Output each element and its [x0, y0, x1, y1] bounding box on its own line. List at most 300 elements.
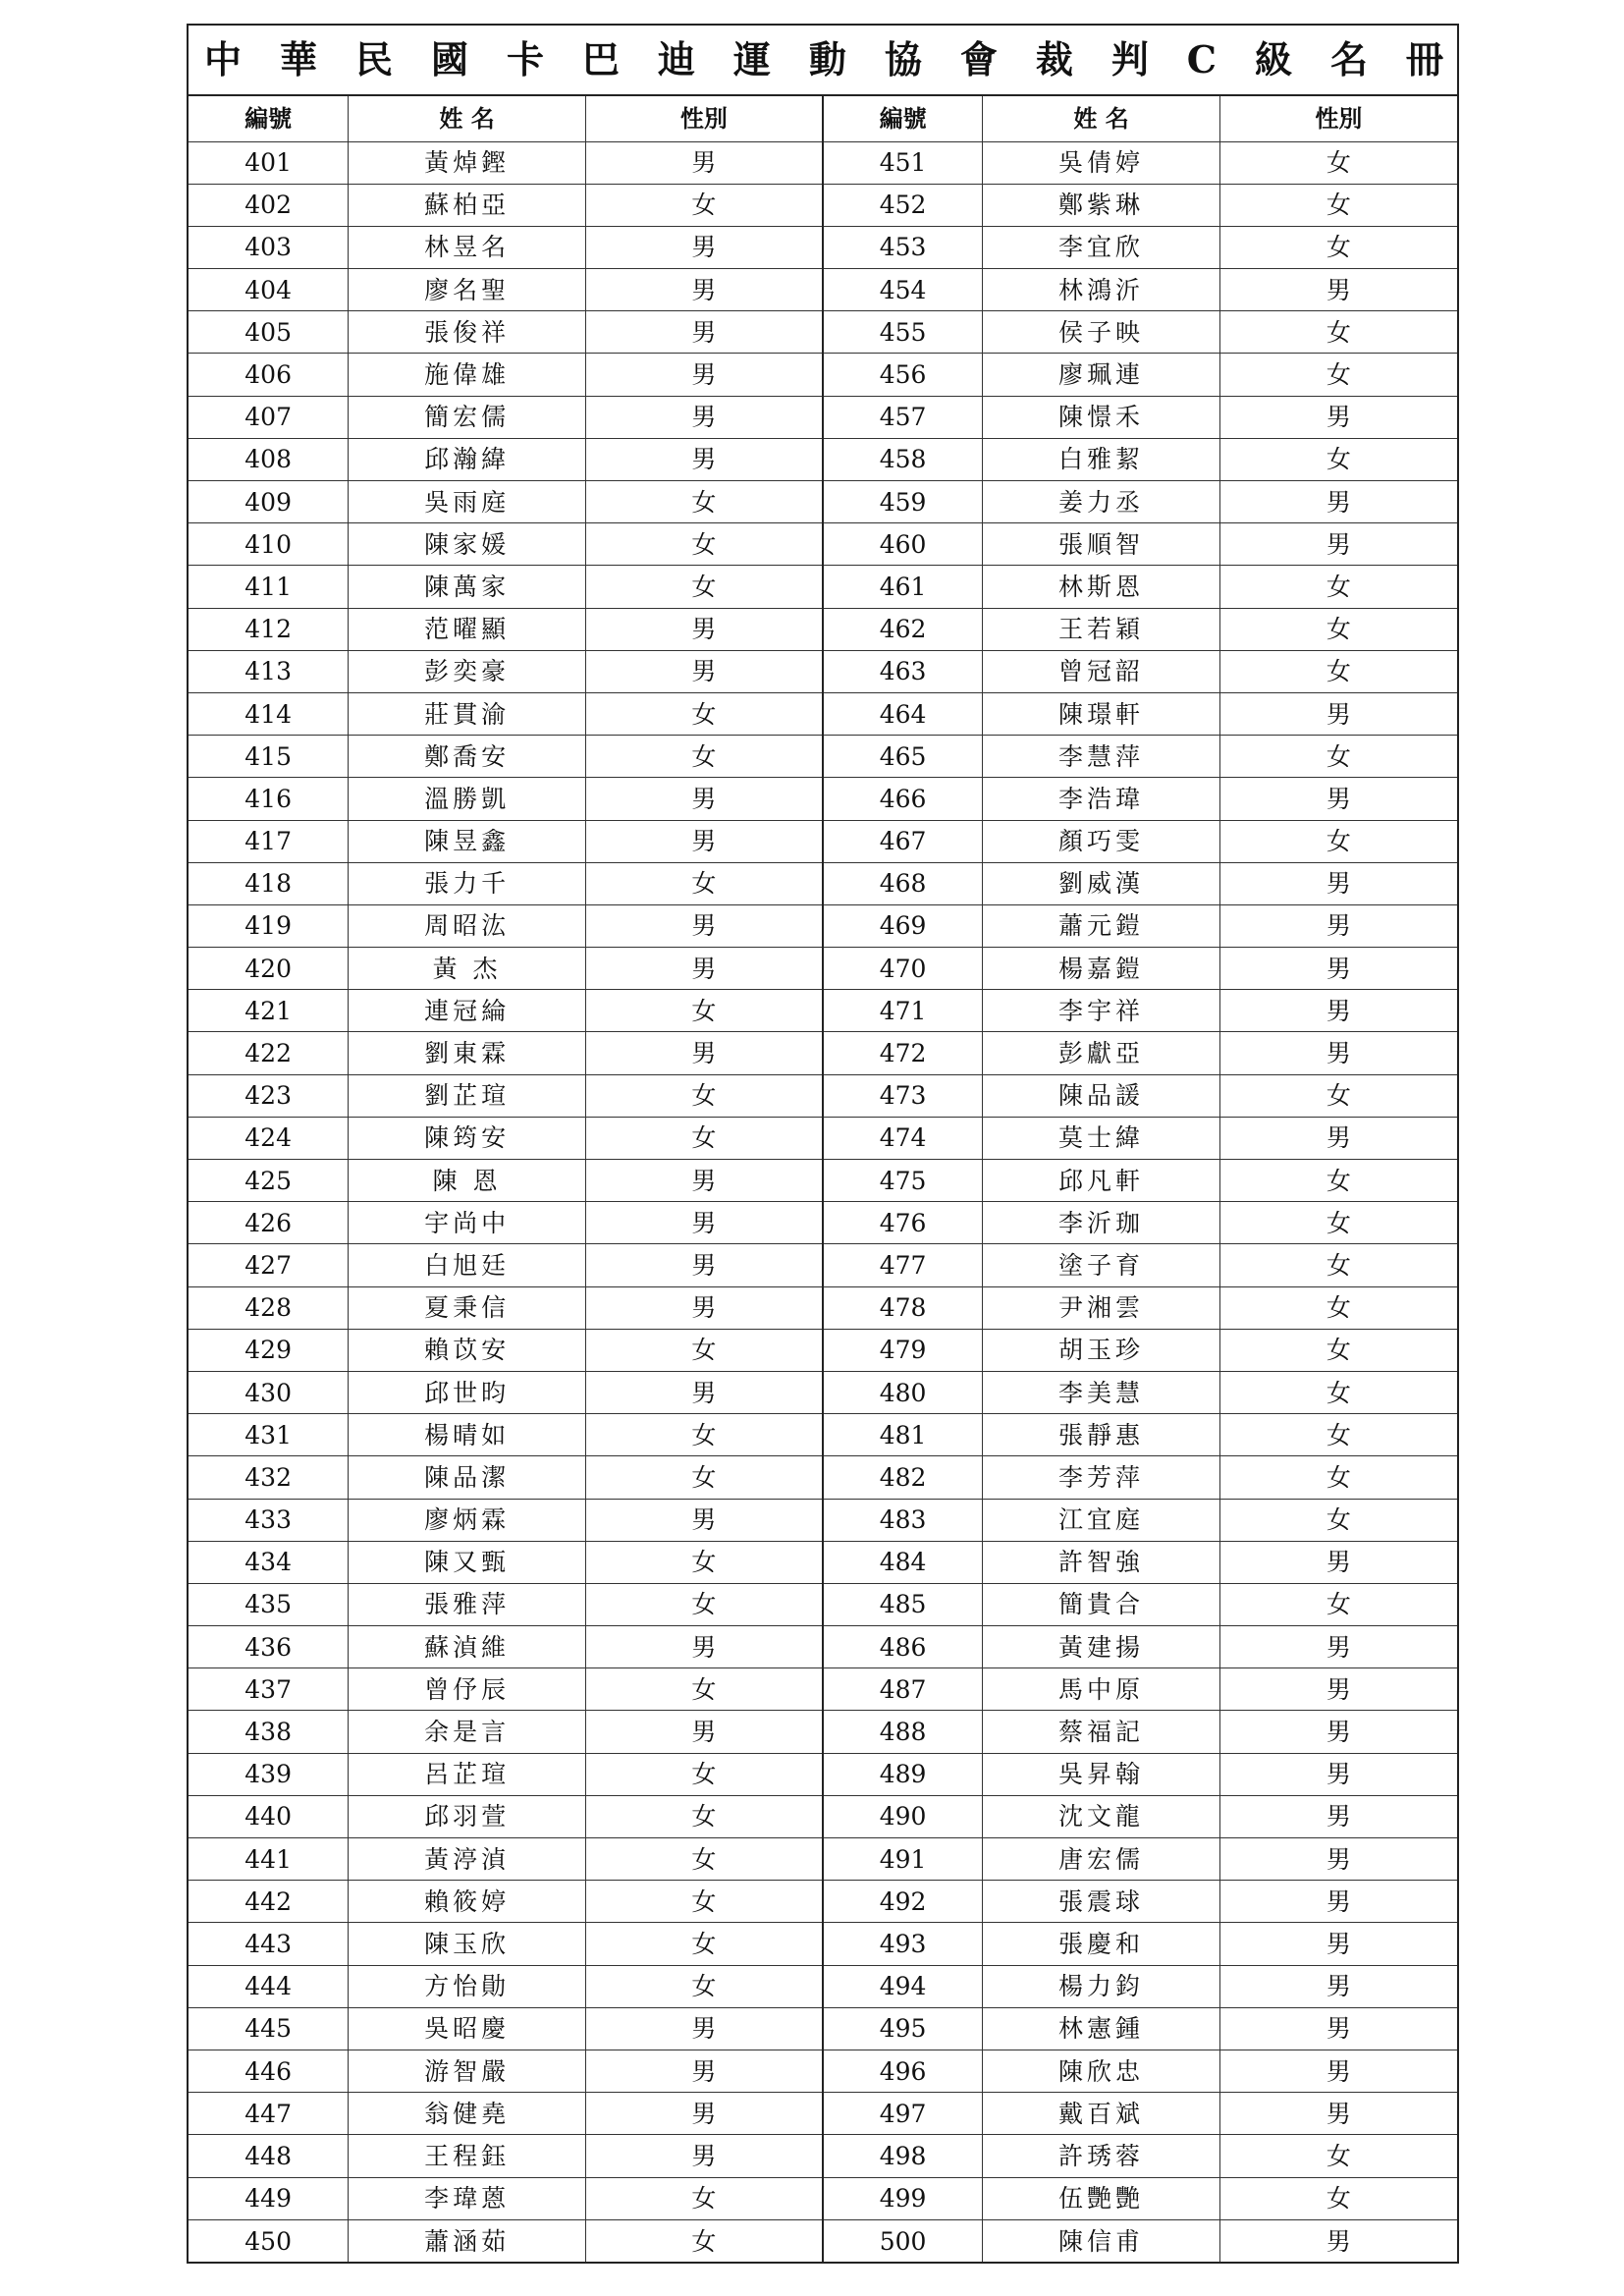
cell-sex: 女	[1219, 438, 1457, 480]
cell-sex: 男	[585, 2093, 823, 2135]
cell-number: 408	[189, 438, 349, 480]
cell-name: 李芳萍	[983, 1456, 1220, 1499]
table-row	[189, 778, 1457, 820]
cell-number: 450	[189, 2219, 349, 2262]
cell-name: 李浩瑋	[983, 778, 1220, 820]
cell-sex: 男	[1219, 1032, 1457, 1074]
header-row	[189, 96, 1457, 141]
cell-number: 403	[189, 226, 349, 268]
cell-sex: 女	[585, 566, 823, 608]
cell-number: 466	[823, 778, 983, 820]
cell-sex: 女	[585, 1838, 823, 1881]
cell-number: 437	[189, 1668, 349, 1711]
table-row	[189, 1414, 1457, 1456]
cell-number: 428	[189, 1286, 349, 1329]
table-row	[189, 1838, 1457, 1881]
cell-number: 422	[189, 1032, 349, 1074]
cell-name: 沈文龍	[983, 1795, 1220, 1837]
cell-sex: 女	[585, 692, 823, 735]
cell-sex: 男	[585, 1032, 823, 1074]
cell-number: 434	[189, 1541, 349, 1583]
cell-name: 吳昇翰	[983, 1753, 1220, 1795]
cell-name: 李美慧	[983, 1371, 1220, 1413]
cell-number: 412	[189, 608, 349, 650]
cell-name: 陳信甫	[983, 2219, 1220, 2262]
cell-name: 黃焯鏗	[349, 141, 586, 184]
cell-name: 范曜顯	[349, 608, 586, 650]
cell-number: 495	[823, 2007, 983, 2050]
cell-number: 473	[823, 1074, 983, 1117]
table-row	[189, 184, 1457, 226]
cell-sex: 女	[1219, 1160, 1457, 1202]
cell-sex: 女	[1219, 1244, 1457, 1286]
table-row	[189, 608, 1457, 650]
cell-name: 邱凡軒	[983, 1160, 1220, 1202]
cell-sex: 女	[585, 1456, 823, 1499]
cell-number: 461	[823, 566, 983, 608]
cell-number: 432	[189, 1456, 349, 1499]
cell-sex: 女	[1219, 141, 1457, 184]
cell-name: 李宜欣	[983, 226, 1220, 268]
cell-sex: 男	[1219, 904, 1457, 947]
cell-name: 姜力丞	[983, 481, 1220, 523]
table-row	[189, 820, 1457, 862]
cell-name: 塗子育	[983, 1244, 1220, 1286]
table-row	[189, 141, 1457, 184]
cell-number: 455	[823, 311, 983, 354]
cell-number: 458	[823, 438, 983, 480]
cell-sex: 女	[585, 1329, 823, 1371]
table-row	[189, 1795, 1457, 1837]
header-name-left: 姓 名	[349, 96, 586, 141]
cell-name: 陳品諼	[983, 1074, 1220, 1117]
cell-name: 李沂珈	[983, 1202, 1220, 1244]
cell-name: 陳萬家	[349, 566, 586, 608]
cell-name: 賴筱婷	[349, 1881, 586, 1923]
cell-name: 顏巧雯	[983, 820, 1220, 862]
cell-number: 405	[189, 311, 349, 354]
cell-number: 491	[823, 1838, 983, 1881]
cell-name: 夏秉信	[349, 1286, 586, 1329]
cell-name: 莫士緯	[983, 1117, 1220, 1159]
cell-sex: 女	[585, 1965, 823, 2007]
cell-number: 479	[823, 1329, 983, 1371]
cell-name: 張靜惠	[983, 1414, 1220, 1456]
cell-name: 李宇祥	[983, 990, 1220, 1032]
title-char: 冊	[1405, 37, 1443, 82]
cell-sex: 男	[585, 948, 823, 990]
table-row	[189, 1881, 1457, 1923]
cell-number: 459	[823, 481, 983, 523]
cell-sex: 女	[585, 1923, 823, 1965]
cell-sex: 女	[585, 481, 823, 523]
cell-name: 馬中原	[983, 1668, 1220, 1711]
cell-name: 吳昭慶	[349, 2007, 586, 2050]
cell-name: 方怡勛	[349, 1965, 586, 2007]
cell-number: 431	[189, 1414, 349, 1456]
table-row	[189, 1626, 1457, 1668]
cell-name: 劉東霖	[349, 1032, 586, 1074]
cell-name: 白旭廷	[349, 1244, 586, 1286]
cell-name: 張慶和	[983, 1923, 1220, 1965]
table-row	[189, 862, 1457, 904]
cell-number: 487	[823, 1668, 983, 1711]
cell-number: 446	[189, 2050, 349, 2092]
cell-sex: 女	[1219, 1371, 1457, 1413]
cell-number: 414	[189, 692, 349, 735]
table-row	[189, 1923, 1457, 1965]
cell-number: 444	[189, 1965, 349, 2007]
cell-number: 457	[823, 396, 983, 438]
cell-number: 429	[189, 1329, 349, 1371]
cell-sex: 男	[585, 1626, 823, 1668]
cell-sex: 男	[585, 354, 823, 396]
cell-sex: 女	[585, 736, 823, 778]
cell-number: 417	[189, 820, 349, 862]
cell-name: 胡玉珍	[983, 1329, 1220, 1371]
cell-sex: 女	[585, 1117, 823, 1159]
cell-sex: 男	[585, 2007, 823, 2050]
cell-number: 474	[823, 1117, 983, 1159]
table-row	[189, 2050, 1457, 2092]
cell-number: 411	[189, 566, 349, 608]
title-char: 名	[1330, 37, 1369, 82]
cell-number: 472	[823, 1032, 983, 1074]
cell-number: 482	[823, 1456, 983, 1499]
cell-sex: 女	[585, 990, 823, 1032]
table-row	[189, 1160, 1457, 1202]
cell-name: 彭奕豪	[349, 650, 586, 692]
title-char: 運	[732, 37, 771, 82]
cell-sex: 男	[585, 438, 823, 480]
cell-number: 476	[823, 1202, 983, 1244]
cell-number: 415	[189, 736, 349, 778]
cell-name: 戴百斌	[983, 2093, 1220, 2135]
table-row	[189, 2135, 1457, 2177]
cell-sex: 女	[1219, 736, 1457, 778]
cell-name: 鄭喬安	[349, 736, 586, 778]
cell-number: 494	[823, 1965, 983, 2007]
cell-name: 翁健堯	[349, 2093, 586, 2135]
table-row	[189, 1965, 1457, 2007]
cell-sex: 男	[1219, 862, 1457, 904]
cell-number: 484	[823, 1541, 983, 1583]
cell-number: 441	[189, 1838, 349, 1881]
cell-name: 陳筠安	[349, 1117, 586, 1159]
cell-name: 黃建揚	[983, 1626, 1220, 1668]
cell-sex: 女	[1219, 1414, 1457, 1456]
table-row	[189, 1074, 1457, 1117]
cell-name: 邱世昀	[349, 1371, 586, 1413]
cell-name: 邱瀚緯	[349, 438, 586, 480]
cell-name: 莊貫渝	[349, 692, 586, 735]
cell-number: 447	[189, 2093, 349, 2135]
cell-name: 侯子映	[983, 311, 1220, 354]
cell-sex: 男	[585, 1286, 823, 1329]
cell-number: 483	[823, 1499, 983, 1541]
cell-number: 410	[189, 523, 349, 566]
cell-sex: 男	[1219, 1711, 1457, 1753]
table-row	[189, 2093, 1457, 2135]
table-row	[189, 1202, 1457, 1244]
cell-name: 彭獻亞	[983, 1032, 1220, 1074]
cell-name: 吳雨庭	[349, 481, 586, 523]
cell-number: 440	[189, 1795, 349, 1837]
cell-sex: 男	[585, 904, 823, 947]
cell-sex: 男	[1219, 1626, 1457, 1668]
cell-sex: 男	[1219, 2007, 1457, 2050]
cell-name: 林鴻沂	[983, 269, 1220, 311]
cell-name: 蕭元鎧	[983, 904, 1220, 947]
cell-name: 李慧萍	[983, 736, 1220, 778]
cell-number: 404	[189, 269, 349, 311]
table-row	[189, 396, 1457, 438]
cell-sex: 男	[1219, 1965, 1457, 2007]
cell-number: 438	[189, 1711, 349, 1753]
cell-sex: 女	[585, 1541, 823, 1583]
cell-number: 489	[823, 1753, 983, 1795]
cell-name: 黃 杰	[349, 948, 586, 990]
cell-number: 430	[189, 1371, 349, 1413]
cell-sex: 男	[585, 2135, 823, 2177]
cell-number: 413	[189, 650, 349, 692]
cell-sex: 女	[585, 2219, 823, 2262]
cell-sex: 男	[1219, 269, 1457, 311]
cell-sex: 女	[1219, 1583, 1457, 1625]
cell-number: 464	[823, 692, 983, 735]
cell-sex: 男	[1219, 2050, 1457, 2092]
cell-name: 廖珮連	[983, 354, 1220, 396]
cell-name: 張雅萍	[349, 1583, 586, 1625]
cell-name: 陳憬禾	[983, 396, 1220, 438]
header-sex-right: 性別	[1219, 96, 1457, 141]
cell-name: 楊晴如	[349, 1414, 586, 1456]
cell-number: 439	[189, 1753, 349, 1795]
cell-number: 462	[823, 608, 983, 650]
cell-number: 424	[189, 1117, 349, 1159]
header-sex-left: 性別	[585, 96, 823, 141]
cell-number: 453	[823, 226, 983, 268]
cell-sex: 男	[1219, 948, 1457, 990]
cell-sex: 女	[1219, 354, 1457, 396]
cell-sex: 男	[585, 1499, 823, 1541]
table-row	[189, 438, 1457, 480]
cell-number: 448	[189, 2135, 349, 2177]
cell-name: 施偉雄	[349, 354, 586, 396]
title-char: 協	[884, 37, 922, 82]
cell-number: 454	[823, 269, 983, 311]
cell-name: 吳倩婷	[983, 141, 1220, 184]
cell-sex: 男	[1219, 1117, 1457, 1159]
cell-number: 407	[189, 396, 349, 438]
cell-sex: 男	[585, 269, 823, 311]
cell-number: 468	[823, 862, 983, 904]
cell-number: 499	[823, 2177, 983, 2219]
cell-name: 溫勝凱	[349, 778, 586, 820]
cell-number: 401	[189, 141, 349, 184]
cell-number: 469	[823, 904, 983, 947]
cell-sex: 男	[585, 2050, 823, 2092]
table-row	[189, 948, 1457, 990]
table-row	[189, 481, 1457, 523]
cell-number: 486	[823, 1626, 983, 1668]
cell-sex: 女	[585, 2177, 823, 2219]
cell-sex: 女	[585, 1881, 823, 1923]
cell-name: 唐宏儒	[983, 1838, 1220, 1881]
cell-name: 蔡福記	[983, 1711, 1220, 1753]
cell-number: 467	[823, 820, 983, 862]
cell-name: 曾冠韶	[983, 650, 1220, 692]
table-row	[189, 1456, 1457, 1499]
table-row	[189, 226, 1457, 268]
cell-sex: 男	[1219, 2093, 1457, 2135]
cell-name: 簡宏儒	[349, 396, 586, 438]
cell-number: 480	[823, 1371, 983, 1413]
cell-name: 曾伃辰	[349, 1668, 586, 1711]
cell-name: 蘇柏亞	[349, 184, 586, 226]
header-name-right: 姓 名	[983, 96, 1220, 141]
table-row	[189, 354, 1457, 396]
cell-number: 498	[823, 2135, 983, 2177]
table-row	[189, 1541, 1457, 1583]
cell-number: 433	[189, 1499, 349, 1541]
table-row	[189, 1329, 1457, 1371]
cell-sex: 女	[1219, 650, 1457, 692]
cell-sex: 男	[1219, 1923, 1457, 1965]
table-row	[189, 2177, 1457, 2219]
cell-number: 456	[823, 354, 983, 396]
table-row	[189, 311, 1457, 354]
cell-name: 尹湘雲	[983, 1286, 1220, 1329]
cell-name: 張順智	[983, 523, 1220, 566]
table-row	[189, 269, 1457, 311]
cell-name: 游智嚴	[349, 2050, 586, 2092]
cell-name: 劉威漢	[983, 862, 1220, 904]
title-char: 會	[959, 37, 998, 82]
cell-sex: 男	[585, 778, 823, 820]
cell-name: 周昭汯	[349, 904, 586, 947]
cell-sex: 男	[1219, 1668, 1457, 1711]
header-number-right: 編號	[823, 96, 983, 141]
cell-sex: 男	[585, 1371, 823, 1413]
title-char: 中	[204, 37, 243, 82]
cell-number: 493	[823, 1923, 983, 1965]
table-row	[189, 1583, 1457, 1625]
cell-sex: 男	[1219, 481, 1457, 523]
table-row	[189, 1286, 1457, 1329]
cell-sex: 女	[585, 862, 823, 904]
cell-name: 連冠綸	[349, 990, 586, 1032]
table-row	[189, 904, 1457, 947]
cell-sex: 女	[585, 1795, 823, 1837]
roster-title	[189, 26, 1457, 96]
cell-number: 496	[823, 2050, 983, 2092]
cell-sex: 女	[585, 1668, 823, 1711]
title-char: 判	[1110, 37, 1149, 82]
cell-name: 陳璟軒	[983, 692, 1220, 735]
table-row	[189, 990, 1457, 1032]
cell-number: 492	[823, 1881, 983, 1923]
cell-sex: 男	[585, 608, 823, 650]
title-char: 卡	[506, 37, 544, 82]
cell-name: 張震球	[983, 1881, 1220, 1923]
cell-sex: 男	[585, 311, 823, 354]
cell-sex: 男	[1219, 523, 1457, 566]
cell-name: 王程鈺	[349, 2135, 586, 2177]
table-row	[189, 1117, 1457, 1159]
table-row	[189, 2219, 1457, 2262]
cell-number: 421	[189, 990, 349, 1032]
title-char: 裁	[1035, 37, 1073, 82]
cell-sex: 女	[585, 1414, 823, 1456]
title-char: 級	[1255, 37, 1293, 82]
cell-name: 廖炳霖	[349, 1499, 586, 1541]
cell-name: 呂芷瑄	[349, 1753, 586, 1795]
cell-number: 426	[189, 1202, 349, 1244]
cell-number: 445	[189, 2007, 349, 2050]
cell-sex: 男	[585, 226, 823, 268]
roster-table	[189, 96, 1457, 2262]
cell-number: 402	[189, 184, 349, 226]
cell-number: 497	[823, 2093, 983, 2135]
table-row	[189, 1753, 1457, 1795]
cell-name: 陳 恩	[349, 1160, 586, 1202]
cell-sex: 男	[585, 650, 823, 692]
cell-sex: 男	[1219, 1795, 1457, 1837]
cell-name: 伍艷艷	[983, 2177, 1220, 2219]
cell-sex: 男	[585, 1202, 823, 1244]
cell-sex: 女	[1219, 566, 1457, 608]
cell-sex: 女	[1219, 1202, 1457, 1244]
cell-number: 478	[823, 1286, 983, 1329]
cell-sex: 男	[1219, 2219, 1457, 2262]
cell-number: 423	[189, 1074, 349, 1117]
cell-number: 500	[823, 2219, 983, 2262]
cell-sex: 女	[1219, 226, 1457, 268]
cell-sex: 男	[1219, 778, 1457, 820]
cell-sex: 女	[585, 1753, 823, 1795]
cell-number: 442	[189, 1881, 349, 1923]
cell-name: 林斯恩	[983, 566, 1220, 608]
cell-sex: 女	[1219, 1329, 1457, 1371]
table-row	[189, 692, 1457, 735]
cell-sex: 男	[585, 1160, 823, 1202]
cell-number: 490	[823, 1795, 983, 1837]
table-row	[189, 736, 1457, 778]
cell-number: 419	[189, 904, 349, 947]
cell-sex: 男	[1219, 1881, 1457, 1923]
cell-sex: 男	[1219, 396, 1457, 438]
cell-name: 邱羽萱	[349, 1795, 586, 1837]
cell-name: 宇尚中	[349, 1202, 586, 1244]
cell-number: 463	[823, 650, 983, 692]
cell-number: 452	[823, 184, 983, 226]
cell-name: 蕭涵茹	[349, 2219, 586, 2262]
cell-name: 鄭紫琳	[983, 184, 1220, 226]
cell-name: 張俊祥	[349, 311, 586, 354]
title-char: 國	[430, 37, 468, 82]
cell-number: 460	[823, 523, 983, 566]
cell-number: 485	[823, 1583, 983, 1625]
cell-sex: 男	[1219, 692, 1457, 735]
title-char: C	[1186, 37, 1218, 82]
cell-sex: 女	[1219, 2177, 1457, 2219]
cell-sex: 男	[1219, 1541, 1457, 1583]
cell-name: 陳又甄	[349, 1541, 586, 1583]
cell-name: 楊力鈞	[983, 1965, 1220, 2007]
cell-sex: 女	[585, 184, 823, 226]
cell-name: 陳昱鑫	[349, 820, 586, 862]
